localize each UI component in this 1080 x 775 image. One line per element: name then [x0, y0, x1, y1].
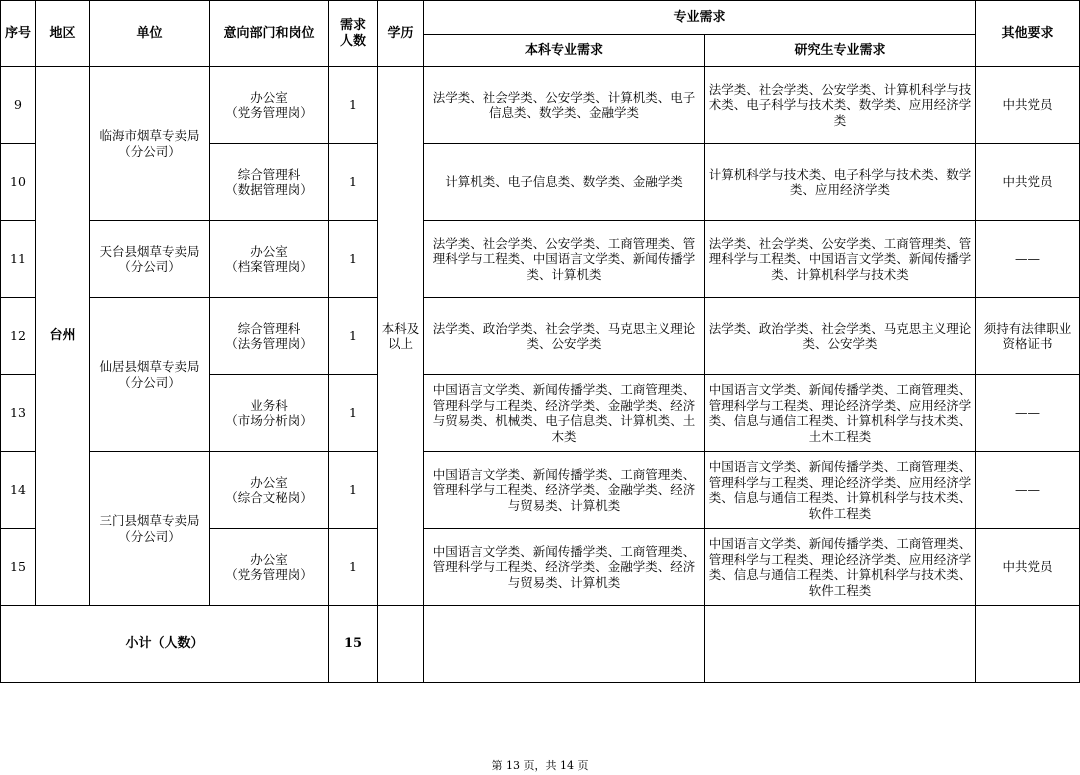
graduate-major-cell: 中国语言文学类、新闻传播学类、工商管理类、管理科学与工程类、理论经济学类、应用经济学类、信息与通信工程类、计算机科学与技术类、土木工程类: [705, 375, 976, 452]
unit-cell: [90, 452, 210, 606]
graduate-major-cell: 计算机科学与技术类、电子科学与技术类、数学类、应用经济学类: [705, 144, 976, 221]
unit-cell: [90, 221, 210, 298]
empty-cell: [976, 606, 1080, 683]
bachelor-major-cell: 中国语言文学类、新闻传播学类、工商管理类、管理科学与工程类、经济学类、金融学类、经济与贸易类、计算机类: [424, 452, 705, 529]
dept-name: 办公室: [250, 474, 288, 490]
bachelor-major-cell: 中国语言文学类、新闻传播学类、工商管理类、管理科学与工程类、经济学类、金融学类、经济与贸易类、机械类、电子信息类、计算机类、土木类: [424, 375, 705, 452]
count-cell: 1: [329, 529, 378, 606]
bachelor-major-cell: 法学类、社会学类、公安学类、工商管理类、管理科学与工程类、中国语言文学类、新闻传播学类、计算机类: [424, 221, 705, 298]
graduate-major-cell: 中国语言文学类、新闻传播学类、工商管理类、管理科学与工程类、理论经济学类、应用经济学类、信息与通信工程类、计算机科学与技术类、软件工程类: [705, 529, 976, 606]
graduate-major-cell: 法学类、社会学类、公安学类、工商管理类、管理科学与工程类、中国语言文学类、新闻传播学类、计算机科学与技术类: [705, 221, 976, 298]
seq-cell: 12: [1, 298, 36, 375]
dept-cell: [210, 375, 329, 452]
dept-cell: [210, 529, 329, 606]
count-cell: 1: [329, 375, 378, 452]
dept-cell: [210, 144, 329, 221]
education-cell: 本科及以上: [378, 67, 424, 606]
count-cell: 1: [329, 221, 378, 298]
seq-cell: 10: [1, 144, 36, 221]
header-other: 其他要求: [976, 1, 1080, 67]
header-education: 学历: [378, 1, 424, 67]
other-requirement-cell: ——: [976, 221, 1080, 298]
post-name: （数据管理岗）: [225, 182, 313, 197]
unit-suffix: （分公司）: [118, 143, 181, 159]
unit-name: 临海市烟草专卖局: [99, 128, 200, 143]
bachelor-major-cell: 中国语言文学类、新闻传播学类、工商管理类、管理科学与工程类、经济学类、金融学类、经济与贸易类、计算机类: [424, 529, 705, 606]
table-row: [1, 298, 1080, 375]
dept-name: 办公室: [250, 89, 288, 105]
seq-cell: 14: [1, 452, 36, 529]
empty-cell: [424, 606, 705, 683]
count-cell: 1: [329, 452, 378, 529]
graduate-major-cell: 法学类、社会学类、公安学类、计算机科学与技术类、电子科学与技术类、数学类、应用经济学类: [705, 67, 976, 144]
header-demand-line1: 需求: [339, 18, 366, 33]
graduate-major-cell: 法学类、政治学类、社会学类、马克思主义理论类、公安学类: [705, 298, 976, 375]
header-major-group: 专业需求: [424, 1, 976, 35]
table-row: [1, 67, 1080, 144]
dept-cell: [210, 298, 329, 375]
empty-cell: [378, 606, 424, 683]
other-requirement-cell: 中共党员: [976, 144, 1080, 221]
graduate-major-cell: 中国语言文学类、新闻传播学类、工商管理类、管理科学与工程类、理论经济学类、应用经济学类、信息与通信工程类、计算机科学与技术类、软件工程类: [705, 452, 976, 529]
subtotal-row: [1, 606, 1080, 683]
unit-name: 仙居县烟草专卖局: [99, 359, 200, 374]
unit-suffix: （分公司）: [118, 259, 181, 274]
dept-cell: [210, 67, 329, 144]
header-bachelor: 本科专业需求: [424, 35, 705, 67]
count-cell: 1: [329, 67, 378, 144]
seq-cell: 13: [1, 375, 36, 452]
table-row: [1, 452, 1080, 529]
dept-name: 业务科: [250, 397, 288, 413]
dept-cell: [210, 221, 329, 298]
dept-name: 办公室: [250, 551, 288, 567]
header-region: 地区: [36, 1, 90, 67]
header-unit: 单位: [90, 1, 210, 67]
header-demand: [329, 1, 378, 67]
post-name: （法务管理岗）: [225, 336, 313, 351]
unit-name: 三门县烟草专卖局: [99, 513, 200, 528]
post-name: （市场分析岗）: [225, 413, 313, 428]
table-header-row: [1, 1, 1080, 35]
other-requirement-cell: 中共党员: [976, 67, 1080, 144]
count-cell: 1: [329, 144, 378, 221]
subtotal-label: 小计（人数）: [1, 606, 329, 683]
post-name: （综合文秘岗）: [225, 490, 313, 505]
other-requirement-cell: ——: [976, 375, 1080, 452]
table-row: [1, 221, 1080, 298]
post-name: （党务管理岗）: [225, 105, 313, 120]
post-name: （党务管理岗）: [225, 567, 313, 582]
unit-suffix: （分公司）: [118, 374, 181, 390]
header-demand-line2: 人数: [339, 33, 366, 49]
header-graduate: 研究生专业需求: [705, 35, 976, 67]
post-name: （档案管理岗）: [225, 259, 313, 274]
unit-cell: [90, 298, 210, 452]
dept-name: 综合管理科: [237, 166, 301, 182]
page-footer: 第 13 页，共 14 页: [491, 759, 589, 772]
dept-name: 综合管理科: [237, 320, 301, 336]
other-requirement-cell: 中共党员: [976, 529, 1080, 606]
count-cell: 1: [329, 298, 378, 375]
dept-cell: [210, 452, 329, 529]
header-dept: 意向部门和岗位: [210, 1, 329, 67]
seq-cell: 9: [1, 67, 36, 144]
seq-cell: 15: [1, 529, 36, 606]
bachelor-major-cell: 法学类、政治学类、社会学类、马克思主义理论类、公安学类: [424, 298, 705, 375]
region-cell: 台州: [36, 67, 90, 606]
bachelor-major-cell: 计算机类、电子信息类、数学类、金融学类: [424, 144, 705, 221]
header-seq: 序号: [1, 1, 36, 67]
unit-suffix: （分公司）: [118, 528, 181, 544]
other-requirement-cell: ——: [976, 452, 1080, 529]
dept-name: 办公室: [250, 243, 288, 259]
other-requirement-cell: 须持有法律职业资格证书: [976, 298, 1080, 375]
unit-cell: [90, 67, 210, 221]
subtotal-count: 15: [329, 606, 378, 683]
unit-name: 天台县烟草专卖局: [99, 243, 200, 259]
seq-cell: 11: [1, 221, 36, 298]
bachelor-major-cell: 法学类、社会学类、公安学类、计算机类、电子信息类、数学类、金融学类: [424, 67, 705, 144]
empty-cell: [705, 606, 976, 683]
